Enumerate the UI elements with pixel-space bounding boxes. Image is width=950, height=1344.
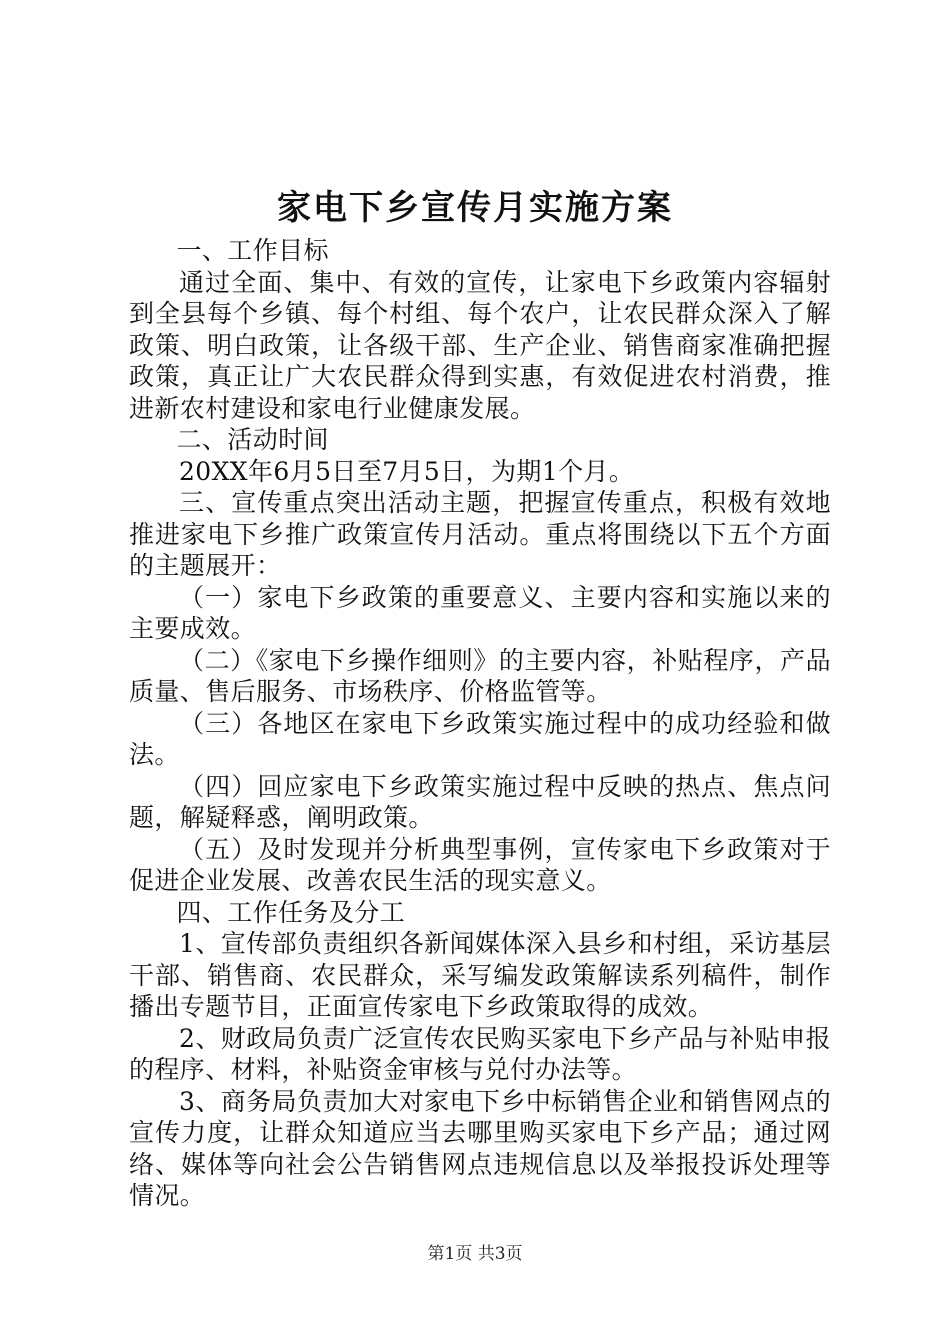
document-title: 家电下乡宣传月实施方案 (277, 188, 673, 228)
section-heading-time: 二、活动时间 (176, 425, 329, 454)
list-item-task-2: 2、财政局负责广泛宣传农民购买家电下乡产品与补贴申报的程序、材料，补贴资金审核与兑付办法等。 (129, 1023, 831, 1084)
list-item-focus-4: （四）回应家电下乡政策实施过程中反映的热点、焦点问题，解疑释惑，阐明政策。 (129, 771, 831, 832)
list-item-focus-3: （三）各地区在家电下乡政策实施过程中的成功经验和做法。 (129, 708, 831, 769)
list-item-focus-1: （一）家电下乡政策的重要意义、主要内容和实施以来的主要成效。 (129, 582, 831, 643)
document-body (129, 235, 831, 1212)
list-item-focus-2: （二）《家电下乡操作细则》的主要内容，补贴程序，产品质量、售后服务、市场秩序、价格监管等。 (129, 645, 831, 706)
paragraph-focus: 三、宣传重点突出活动主题，把握宣传重点，积极有效地推进家电下乡推广政策宣传月活动。重点将围绕以下五个方面的主题展开： (129, 488, 831, 580)
paragraph-goal: 通过全面、集中、有效的宣传，让家电下乡政策内容辐射到全县每个乡镇、每个村组、每个农户，让农民群众深入了解政策、明白政策，让各级干部、生产企业、销售商家准确把握政策，真正让广大农民群众得到实惠，有效促进农村消费，推进新农村建设和家电行业健康发展。 (129, 267, 831, 423)
list-item-task-1: 1、宣传部负责组织各新闻媒体深入县乡和村组，采访基层干部、销售商、农民群众，采写编发政策解读系列稿件，制作播出专题节目，正面宣传家电下乡政策取得的成效。 (129, 929, 831, 1021)
paragraph-time: 20XX年6月5日至7月5日，为期1个月。 (179, 456, 635, 486)
section-heading-goal: 一、工作目标 (176, 236, 329, 265)
page-footer: 第1页 共3页 (427, 1244, 523, 1264)
section-heading-tasks: 四、工作任务及分工 (176, 897, 406, 927)
list-item-task-3: 3、商务局负责加大对家电下乡中标销售企业和销售网点的宣传力度，让群众知道应当去哪里购买家电下乡产品；通过网络、媒体等向社会公告销售网点违规信息以及举报投诉处理等情况。 (129, 1086, 831, 1210)
list-item-focus-5: （五）及时发现并分析典型事例，宣传家电下乡政策对于促进企业发展、改善农民生活的现实意义。 (129, 834, 831, 895)
